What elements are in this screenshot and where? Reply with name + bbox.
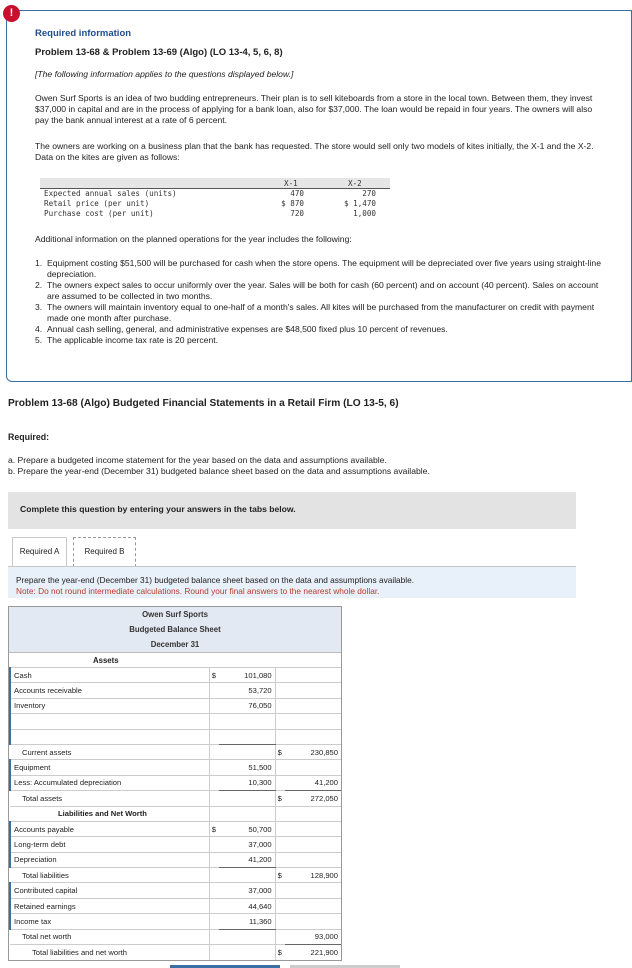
kites-row — [40, 209, 390, 219]
list-item-text: Annual cash selling, general, and administrative expenses are $48,500 fixed plus 10 percent of revenues. — [47, 324, 448, 334]
table-row — [10, 744, 341, 759]
list-item-text: The owners will maintain inventory equal to one-half of a month's sales. All kites will be purchased from the manufacturer on credit with payment made one month after purchase. — [47, 302, 595, 323]
table-row — [10, 837, 341, 852]
list-item-number: 4. — [35, 324, 43, 334]
problem-line: Problem 13-68 & Problem 13-69 (Algo) (LO 13-4, 5, 6, 8) — [35, 47, 283, 58]
table-row — [10, 698, 341, 713]
blank-label[interactable] — [10, 714, 209, 729]
currency-sign: $ — [275, 744, 285, 759]
table-row — [10, 945, 341, 960]
list-item-number: 1. — [35, 258, 43, 268]
currency-sign: $ — [209, 821, 219, 836]
contributed-capital-label[interactable]: Contributed capital — [10, 883, 209, 898]
list-item-text: Equipment costing $51,500 will be purchased for cash when the store opens. The equipment will be depreciated over five years using straight-line depreciation. — [47, 258, 601, 279]
kites-data-table — [40, 178, 390, 219]
list-item — [35, 258, 610, 280]
income-tax-label[interactable]: Income tax — [10, 914, 209, 929]
list-item — [35, 324, 610, 335]
required-information-heading: Required information — [35, 28, 132, 39]
cash-label[interactable]: Cash — [10, 668, 209, 683]
balance-sheet-header — [9, 607, 341, 652]
total-liabilities-value[interactable]: 128,900 — [285, 868, 341, 883]
table-row — [10, 775, 341, 790]
depreciation-label[interactable]: Depreciation — [10, 852, 209, 867]
italic-note: [The following information applies to the questions displayed below.] — [35, 69, 294, 79]
operations-list — [35, 258, 610, 346]
kites-row-x1: $ 870 — [281, 199, 304, 208]
required-heading: Required: — [8, 432, 50, 442]
table-row — [10, 714, 341, 729]
long-term-debt-label[interactable]: Long-term debt — [10, 837, 209, 852]
table-row — [10, 729, 341, 744]
income-tax-value[interactable]: 11,360 — [219, 914, 275, 929]
total-assets-value[interactable]: 272,050 — [285, 791, 341, 806]
retained-earnings-label[interactable]: Retained earnings — [10, 898, 209, 913]
list-item-text: The applicable income tax rate is 20 percent. — [47, 335, 219, 345]
kites-row-label: Expected annual sales (units) — [44, 189, 177, 198]
blank-value[interactable] — [219, 729, 275, 744]
balance-sheet-table — [9, 667, 341, 960]
kites-row-x2: 270 — [362, 189, 376, 198]
currency-sign: $ — [275, 868, 285, 883]
total-liabilities-label: Total liabilities — [10, 868, 209, 883]
alert-icon: ! — [3, 5, 20, 22]
total-liabilities-net-worth-value[interactable]: 221,900 — [285, 945, 341, 960]
kites-row-label: Purchase cost (per unit) — [44, 209, 154, 218]
problem-title: Problem 13-68 (Algo) Budgeted Financial Statements in a Retail Firm (LO 13-5, 6) — [8, 398, 399, 409]
total-assets-label: Total assets — [10, 791, 209, 806]
blank-value[interactable] — [219, 714, 275, 729]
retained-earnings-value[interactable]: 44,640 — [219, 898, 275, 913]
accounts-payable-label[interactable]: Accounts payable — [10, 821, 209, 836]
kites-row — [40, 199, 390, 209]
kites-row-x2: 1,000 — [353, 209, 376, 218]
accumulated-depreciation-value[interactable]: 10,300 — [219, 775, 275, 790]
additional-info-paragraph: Additional information on the planned operations for the year includes the following: — [35, 234, 352, 244]
business-plan-paragraph: The owners are working on a business plan that the bank has requested. The store would sell only two models of kites initially, the X-1 and the X-2. Data on the kites are given as follows: — [35, 141, 594, 162]
currency-sign: $ — [275, 945, 285, 960]
kites-col-x1: X-1 — [284, 179, 298, 188]
instructions-bar — [8, 492, 576, 529]
table-row — [10, 929, 341, 944]
accounts-receivable-label[interactable]: Accounts receivable — [10, 683, 209, 698]
currency-sign: $ — [275, 791, 285, 806]
accumulated-depreciation-label[interactable]: Less: Accumulated depreciation — [10, 775, 209, 790]
requirement-b: b. Prepare the year-end (December 31) budgeted balance sheet based on the data and assumptions available. — [8, 466, 430, 476]
kites-row-x2: $ 1,470 — [343, 199, 376, 208]
table-row — [10, 821, 341, 836]
kites-header — [40, 178, 390, 189]
list-item — [35, 335, 610, 346]
rounding-note: Note: Do not round intermediate calculations. Round your final answers to the nearest whole dollar. — [16, 586, 380, 596]
current-assets-label: Current assets — [10, 744, 209, 759]
intro-paragraph: Owen Surf Sports is an idea of two budding entrepreneurs. Their plan is to sell kiteboards from a store in the local town. Between them, they invest $37,000 in capital and are in the process of applying for a bank loan, also for $37,000. The loan would be repaid in four years. The owners will also pay the bank annual interest at a rate of 6 percent. — [35, 93, 593, 125]
list-item-number: 3. — [35, 302, 43, 312]
kites-row-x1: 470 — [290, 189, 304, 198]
balance-sheet — [8, 606, 342, 961]
liabilities-heading: Liabilities and Net Worth — [10, 806, 209, 821]
accounts-payable-value[interactable]: 50,700 — [219, 821, 275, 836]
prepare-instruction: Prepare the year-end (December 31) budgeted balance sheet based on the data and assumptions available. — [16, 575, 415, 585]
kites-row — [40, 189, 390, 199]
table-row — [10, 683, 341, 698]
currency-sign: $ — [209, 668, 219, 683]
requirement-a: a. Prepare a budgeted income statement for the year based on the data and assumptions available. — [8, 455, 387, 465]
net-equipment-value[interactable]: 41,200 — [285, 775, 341, 790]
table-row — [10, 791, 341, 806]
instructions-text: Complete this question by entering your answers in the tabs below. — [20, 504, 296, 514]
table-row — [10, 898, 341, 913]
list-item-number: 2. — [35, 280, 43, 290]
kites-col-x2: X-2 — [348, 179, 362, 188]
sheet-date: December 31 — [150, 640, 200, 649]
table-row — [10, 806, 341, 821]
list-item — [35, 302, 610, 324]
table-row — [10, 883, 341, 898]
depreciation-value[interactable]: 41,200 — [219, 852, 275, 867]
total-liabilities-net-worth-label: Total liabilities and net worth — [10, 945, 209, 960]
list-item-text: The owners expect sales to occur uniformly over the year. Sales will be both for cash (60 percent) and on account (40 percent). Sales on account are assumed to be collected in two months. — [47, 280, 599, 301]
prepare-instructions-panel — [8, 566, 576, 598]
inventory-value[interactable]: 76,050 — [219, 698, 275, 713]
blank-label[interactable] — [10, 729, 209, 744]
table-row — [10, 852, 341, 867]
contributed-capital-value[interactable]: 37,000 — [219, 883, 275, 898]
sheet-title: Budgeted Balance Sheet — [129, 625, 221, 634]
accounts-receivable-value[interactable]: 53,720 — [219, 683, 275, 698]
total-net-worth-value[interactable]: 93,000 — [285, 929, 341, 944]
equipment-value[interactable]: 51,500 — [219, 760, 275, 775]
cash-value[interactable]: 101,080 — [219, 668, 275, 683]
inventory-label[interactable]: Inventory — [10, 698, 209, 713]
total-net-worth-label: Total net worth — [10, 929, 209, 944]
table-row — [10, 668, 341, 683]
tab-required-b[interactable]: Required B — [73, 537, 136, 567]
current-assets-value[interactable]: 230,850 — [285, 744, 341, 759]
kites-row-label: Retail price (per unit) — [44, 199, 150, 208]
table-row — [10, 868, 341, 883]
list-item — [35, 280, 610, 302]
equipment-label[interactable]: Equipment — [10, 760, 209, 775]
long-term-debt-value[interactable]: 37,000 — [219, 837, 275, 852]
table-row — [10, 760, 341, 775]
assets-heading: Assets — [9, 652, 341, 667]
list-item-number: 5. — [35, 335, 43, 345]
tab-required-a[interactable]: Required A — [12, 537, 67, 567]
company-name: Owen Surf Sports — [142, 610, 208, 619]
kites-row-x1: 720 — [290, 209, 304, 218]
table-row — [10, 914, 341, 929]
